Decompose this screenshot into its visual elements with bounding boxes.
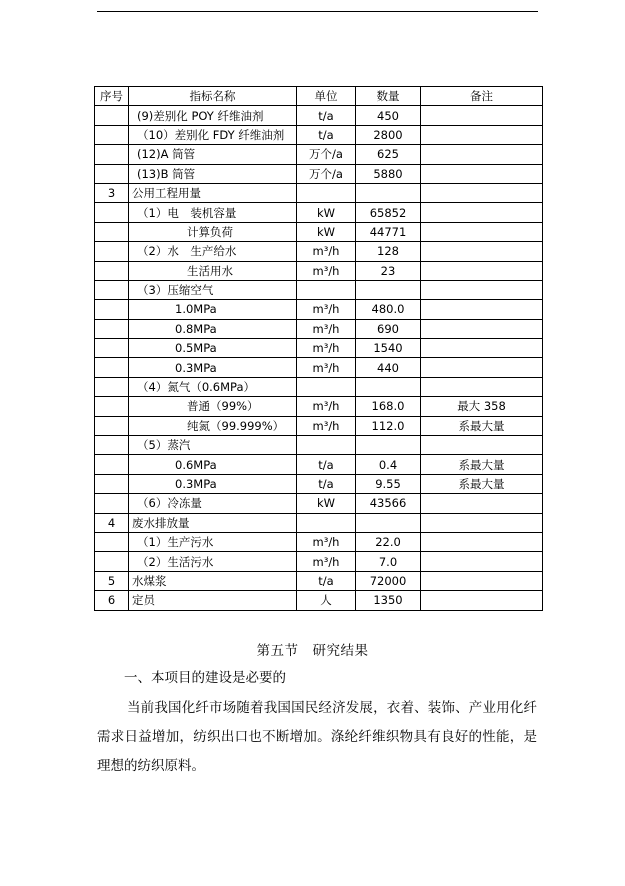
cell-qty: 0.4 xyxy=(356,455,421,474)
cell-unit xyxy=(297,377,356,396)
table-row xyxy=(95,513,543,532)
table-row xyxy=(95,261,543,280)
cell-unit: m³/h xyxy=(297,358,356,377)
cell-no xyxy=(95,261,129,280)
cell-qty: 625 xyxy=(356,145,421,164)
cell-qty: 44771 xyxy=(356,222,421,241)
cell-name: （6）冷冻量 xyxy=(129,494,297,513)
cell-note xyxy=(421,125,543,144)
table-row xyxy=(95,280,543,299)
cell-no xyxy=(95,145,129,164)
spec-table xyxy=(94,86,543,611)
table-row xyxy=(95,571,543,590)
cell-qty: 65852 xyxy=(356,203,421,222)
cell-qty: 450 xyxy=(356,106,421,125)
cell-no xyxy=(95,106,129,125)
table-row xyxy=(95,242,543,261)
cell-qty: 128 xyxy=(356,242,421,261)
cell-unit: m³/h xyxy=(297,300,356,319)
table-row xyxy=(95,125,543,144)
cell-unit: m³/h xyxy=(297,242,356,261)
cell-unit: m³/h xyxy=(297,261,356,280)
cell-no xyxy=(95,436,129,455)
cell-unit: m³/h xyxy=(297,532,356,551)
cell-note xyxy=(421,222,543,241)
cell-name: (12)A 筒管 xyxy=(129,145,297,164)
cell-name: （10）差别化 FDY 纤维油剂 xyxy=(129,125,297,144)
header-name: 指标名称 xyxy=(129,87,297,106)
cell-name: （4）氮气（0.6MPa） xyxy=(129,377,297,396)
cell-note xyxy=(421,183,543,202)
cell-no xyxy=(95,532,129,551)
table-row xyxy=(95,397,543,416)
cell-unit xyxy=(297,513,356,532)
cell-no: 4 xyxy=(95,513,129,532)
cell-qty: 168.0 xyxy=(356,397,421,416)
cell-name: 生活用水 xyxy=(129,261,297,280)
cell-name: 0.3MPa xyxy=(129,474,297,493)
section-heading: 一、本项目的建设是必要的 xyxy=(124,670,286,686)
cell-unit: 人 xyxy=(297,591,356,610)
cell-note xyxy=(421,571,543,590)
table-row xyxy=(95,532,543,551)
cell-name: （5）蒸汽 xyxy=(129,436,297,455)
cell-name: 1.0MPa xyxy=(129,300,297,319)
cell-no: 6 xyxy=(95,591,129,610)
cell-qty: 7.0 xyxy=(356,552,421,571)
header-no: 序号 xyxy=(95,87,129,106)
table-row xyxy=(95,222,543,241)
table-row xyxy=(95,436,543,455)
cell-no xyxy=(95,319,129,338)
cell-note xyxy=(421,203,543,222)
cell-name: (9)差别化 POY 纤维油剂 xyxy=(129,106,297,125)
cell-unit: m³/h xyxy=(297,339,356,358)
cell-qty: 9.55 xyxy=(356,474,421,493)
cell-qty xyxy=(356,280,421,299)
cell-unit: t/a xyxy=(297,106,356,125)
cell-note xyxy=(421,339,543,358)
cell-name: 0.3MPa xyxy=(129,358,297,377)
cell-unit: m³/h xyxy=(297,552,356,571)
cell-name: 水煤浆 xyxy=(129,571,297,590)
table-row xyxy=(95,183,543,202)
cell-no xyxy=(95,455,129,474)
table-row xyxy=(95,358,543,377)
table-row xyxy=(95,416,543,435)
cell-name: 定员 xyxy=(129,591,297,610)
header-unit: 单位 xyxy=(297,87,356,106)
cell-unit: t/a xyxy=(297,125,356,144)
cell-note xyxy=(421,552,543,571)
header-note: 备注 xyxy=(421,87,543,106)
cell-unit: m³/h xyxy=(297,319,356,338)
cell-note xyxy=(421,532,543,551)
cell-qty: 22.0 xyxy=(356,532,421,551)
cell-name: 0.6MPa xyxy=(129,455,297,474)
table-row xyxy=(95,474,543,493)
cell-unit xyxy=(297,183,356,202)
cell-name: （1）生产污水 xyxy=(129,532,297,551)
cell-note xyxy=(421,106,543,125)
cell-name: 纯氮（99.999%） xyxy=(129,416,297,435)
cell-no xyxy=(95,203,129,222)
cell-unit: m³/h xyxy=(297,397,356,416)
table-row xyxy=(95,145,543,164)
table-row xyxy=(95,106,543,125)
cell-qty xyxy=(356,436,421,455)
cell-qty: 480.0 xyxy=(356,300,421,319)
cell-note xyxy=(421,358,543,377)
cell-no xyxy=(95,397,129,416)
cell-no: 5 xyxy=(95,571,129,590)
cell-no xyxy=(95,125,129,144)
cell-no xyxy=(95,377,129,396)
table-body xyxy=(95,106,543,610)
cell-note: 系最大量 xyxy=(421,416,543,435)
cell-note: 系最大量 xyxy=(421,455,543,474)
header-rule xyxy=(97,11,538,12)
table-row xyxy=(95,494,543,513)
table-header-row xyxy=(95,87,543,106)
cell-note xyxy=(421,261,543,280)
cell-note xyxy=(421,300,543,319)
cell-qty xyxy=(356,513,421,532)
table-row xyxy=(95,455,543,474)
cell-note xyxy=(421,494,543,513)
cell-no xyxy=(95,339,129,358)
cell-name: 0.5MPa xyxy=(129,339,297,358)
cell-unit: m³/h xyxy=(297,416,356,435)
cell-no xyxy=(95,416,129,435)
cell-qty: 690 xyxy=(356,319,421,338)
cell-note xyxy=(421,280,543,299)
cell-unit: t/a xyxy=(297,455,356,474)
cell-qty: 5880 xyxy=(356,164,421,183)
table-row xyxy=(95,300,543,319)
cell-qty xyxy=(356,183,421,202)
cell-note xyxy=(421,591,543,610)
table-row xyxy=(95,591,543,610)
table-row xyxy=(95,377,543,396)
cell-unit: t/a xyxy=(297,571,356,590)
section-title: 第五节 研究结果 xyxy=(256,643,369,659)
cell-note xyxy=(421,436,543,455)
cell-unit: t/a xyxy=(297,474,356,493)
cell-unit xyxy=(297,436,356,455)
table-row xyxy=(95,164,543,183)
cell-no xyxy=(95,222,129,241)
cell-no xyxy=(95,280,129,299)
cell-note: 系最大量 xyxy=(421,474,543,493)
cell-qty: 112.0 xyxy=(356,416,421,435)
table-row xyxy=(95,319,543,338)
table-row xyxy=(95,339,543,358)
cell-qty: 23 xyxy=(356,261,421,280)
cell-no xyxy=(95,164,129,183)
cell-unit: 万个/a xyxy=(297,164,356,183)
cell-name: 公用工程用量 xyxy=(129,183,297,202)
cell-name: （1）电 装机容量 xyxy=(129,203,297,222)
table-row xyxy=(95,552,543,571)
cell-note xyxy=(421,242,543,261)
cell-qty: 43566 xyxy=(356,494,421,513)
body-paragraph: 当前我国化纤市场随着我国国民经济发展，衣着、装饰、产业用化纤需求日益增加，纺织出口也不断增加。涤纶纤维织物具有良好的性能，是理想的纺织原料。 xyxy=(97,700,537,774)
cell-note xyxy=(421,164,543,183)
cell-no xyxy=(95,242,129,261)
cell-unit xyxy=(297,280,356,299)
cell-no: 3 xyxy=(95,183,129,202)
header-qty: 数量 xyxy=(356,87,421,106)
cell-qty: 72000 xyxy=(356,571,421,590)
cell-name: （2）水 生产给水 xyxy=(129,242,297,261)
cell-name: 普通（99%） xyxy=(129,397,297,416)
cell-qty: 1350 xyxy=(356,591,421,610)
cell-name: 计算负荷 xyxy=(129,222,297,241)
cell-qty: 1540 xyxy=(356,339,421,358)
cell-name: 废水排放量 xyxy=(129,513,297,532)
cell-qty: 2800 xyxy=(356,125,421,144)
table-row xyxy=(95,203,543,222)
cell-qty xyxy=(356,377,421,396)
cell-note: 最大 358 xyxy=(421,397,543,416)
cell-name: 0.8MPa xyxy=(129,319,297,338)
cell-unit: kW xyxy=(297,203,356,222)
cell-name: (13)B 筒管 xyxy=(129,164,297,183)
cell-unit: kW xyxy=(297,222,356,241)
cell-name: （3）压缩空气 xyxy=(129,280,297,299)
cell-note xyxy=(421,513,543,532)
cell-no xyxy=(95,494,129,513)
cell-unit: 万个/a xyxy=(297,145,356,164)
cell-no xyxy=(95,300,129,319)
cell-qty: 440 xyxy=(356,358,421,377)
cell-no xyxy=(95,358,129,377)
cell-note xyxy=(421,145,543,164)
cell-name: （2）生活污水 xyxy=(129,552,297,571)
cell-no xyxy=(95,474,129,493)
cell-no xyxy=(95,552,129,571)
cell-note xyxy=(421,377,543,396)
cell-note xyxy=(421,319,543,338)
cell-unit: kW xyxy=(297,494,356,513)
